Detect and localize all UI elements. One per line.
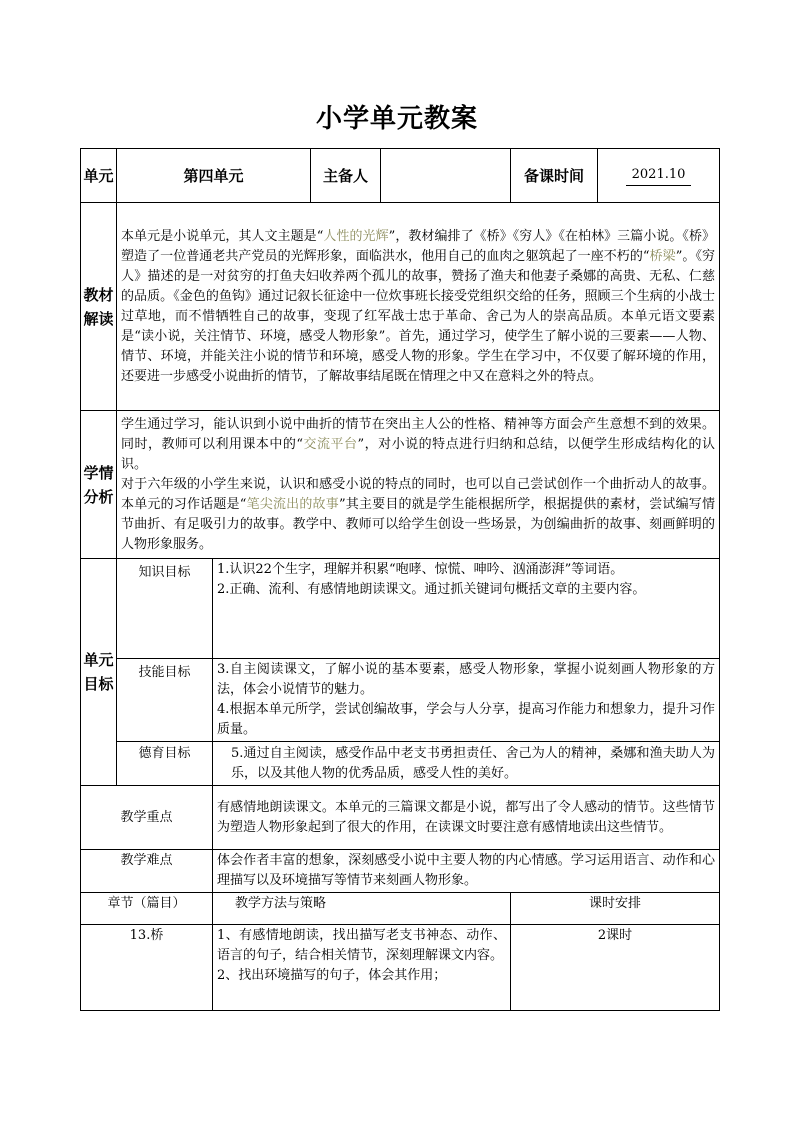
textbook-highlight: 人性的光辉: [323, 228, 389, 244]
textbook-label: 教材解读: [81, 203, 117, 411]
skill-label: 技能目标: [117, 659, 213, 742]
focus-content: 有感情地朗读课文。本单元的三篇课文都是小说，都写出了令人感动的情节。这些情节为塑造人物形象起到了很大的作用，在读课文时要注意有感情地读出这些情节。: [213, 786, 720, 850]
header-row: [81, 149, 720, 203]
preparer-value: [381, 149, 511, 203]
goals-label: 单元目标: [81, 559, 117, 786]
prep-time-cell: [598, 149, 720, 203]
textbook-text-c: ”。《穷人》描述的是一对贫穷的打鱼夫妇收养两个孤儿的故事，赞扬了渔夫和他妻子桑娜的高贵、无私、仁慈的品质。《金色的鱼钩》通过记叙长征途中一位炊事班长接受党组织交给的任务，照顾三个生病的小战士过草地，而不惜牺牲自己的故事，变现了红军战士忠于革命、舍己为人的崇高品质。本单元语文要素是“读小说，关注情节、环境，感受人物形象”。首先，通过学习，使学生了解小说的三要素——人物、情节、环境，并能关注小说的情节和环境，感受人物的形象。学生在学习中，不仅要了解环境的作用，还要进一步感受小说曲折的情节，了解故事结尾既在情理之中又在意料之外的特点。: [121, 248, 716, 384]
schedule-hours: 2课时: [511, 925, 720, 1011]
schedule-method-1: 1、有感情地朗读，找出描写老支书神态、动作、语言的句子，结合相关情节，深刻理解课文内容。: [217, 928, 507, 963]
schedule-col-methods: 教学方法与策略: [213, 893, 511, 925]
schedule-header-row: [81, 893, 720, 925]
analysis-highlight-2: 笔尖流出的故事: [246, 496, 339, 512]
prep-time-label: 备课时间: [511, 149, 598, 203]
moral-goal-1: 5.通过自主阅读，感受作品中老支书勇担责任、舍己为人的精神，桑娜和渔夫助人为乐，以及其他人物的优秀品质，感受人性的美好。: [231, 745, 716, 781]
analysis-label: 学情分析: [81, 411, 117, 559]
skill-goal-2: 4.根据本单元所学，尝试创编故事，学会与人分享，提高习作能力和想象力，提升习作质量。: [217, 702, 716, 737]
schedule-row: [81, 925, 720, 1011]
unit-label: 单元: [81, 149, 117, 203]
lesson-plan-table: [80, 148, 720, 1011]
textbook-row: [81, 203, 720, 411]
focus-row: [81, 786, 720, 850]
schedule-method-2: 2、找出环境描写的句子，体会其作用；: [217, 968, 447, 983]
goal-knowledge-row: [81, 559, 720, 659]
analysis-text-b: ”，对小说的特点进行归纳和总结，以便学生形成结构化的认识。: [121, 436, 715, 472]
schedule-chapter: 13.桥: [81, 925, 213, 1011]
analysis-text-c: 对于六年级的小学生来说，认识和感受小说的特点的同时，也可以自己尝试创作一个曲折动人的故事。本单元的习作话题是“: [121, 476, 716, 512]
analysis-paragraph-2: [121, 475, 715, 555]
difficulty-row: [81, 850, 720, 893]
textbook-text-a: 本单元是小说单元，其人文主题是“: [121, 228, 324, 244]
analysis-paragraph-1: [121, 415, 715, 475]
moral-label: 德育目标: [117, 742, 213, 786]
knowledge-goal-2: 2.正确、流利、有感情地朗读课文。通过抓关键词句概括文章的主要内容。: [217, 582, 646, 597]
difficulty-label: 教学难点: [81, 850, 213, 893]
goal-skill-row: [81, 659, 720, 742]
analysis-highlight-1: 交流平台: [303, 436, 358, 452]
textbook-content: [117, 203, 720, 411]
schedule-col-chapter: 章节（篇目）: [81, 893, 213, 925]
analysis-text-a: 学生通过学习，能认识到小说中曲折的情节在突出主人公的性格、精神等方面会产生意想不到的效果。同时，教师可以利用课本中的“: [121, 416, 716, 452]
focus-label: 教学重点: [81, 786, 213, 850]
analysis-content: [117, 411, 720, 559]
knowledge-label: 知识目标: [117, 559, 213, 659]
skill-content: [213, 659, 720, 742]
schedule-methods: [213, 925, 511, 1011]
schedule-col-hours: 课时安排: [511, 893, 720, 925]
goal-moral-row: [81, 742, 720, 786]
knowledge-goal-1: 1.认识22个生字，理解并积累“咆哮、惊慌、呻吟、汹涌澎湃”等词语。: [217, 562, 624, 577]
skill-goal-1: 3.自主阅读课文，了解小说的基本要素，感受人物形象，掌握小说刻画人物形象的方法，体会小说情节的魅力。: [217, 662, 716, 697]
difficulty-content: 体会作者丰富的想象，深刻感受小说中主要人物的内心情感。学习运用语言、动作和心理描写以及环境描写等情节来刻画人物形象。: [213, 850, 720, 893]
moral-content: [213, 742, 720, 786]
page-title: 小学单元教案: [315, 104, 478, 134]
analysis-row: [81, 411, 720, 559]
textbook-highlight-2: 桥梁: [649, 248, 676, 264]
preparer-label: 主备人: [311, 149, 381, 203]
prep-time-value: 2021.10: [626, 165, 692, 186]
knowledge-content: [213, 559, 720, 659]
analysis-text-d: ”其主要目的就是学生能根据所学，根据提供的素材，尝试编写情节曲折、有足吸引力的故事。教学中、教师可以给学生创设一些场景，为创编曲折的故事、刻画鲜明的人物形象服务。: [121, 496, 716, 552]
textbook-text-b: ”，教材编排了《桥》《穷人》《在柏林》三篇小说。《桥》塑造了一位普通老共产党员的光辉形象，面临洪水，他用自己的血肉之躯筑起了一座不朽的“: [121, 228, 715, 264]
unit-value: 第四单元: [117, 149, 311, 203]
